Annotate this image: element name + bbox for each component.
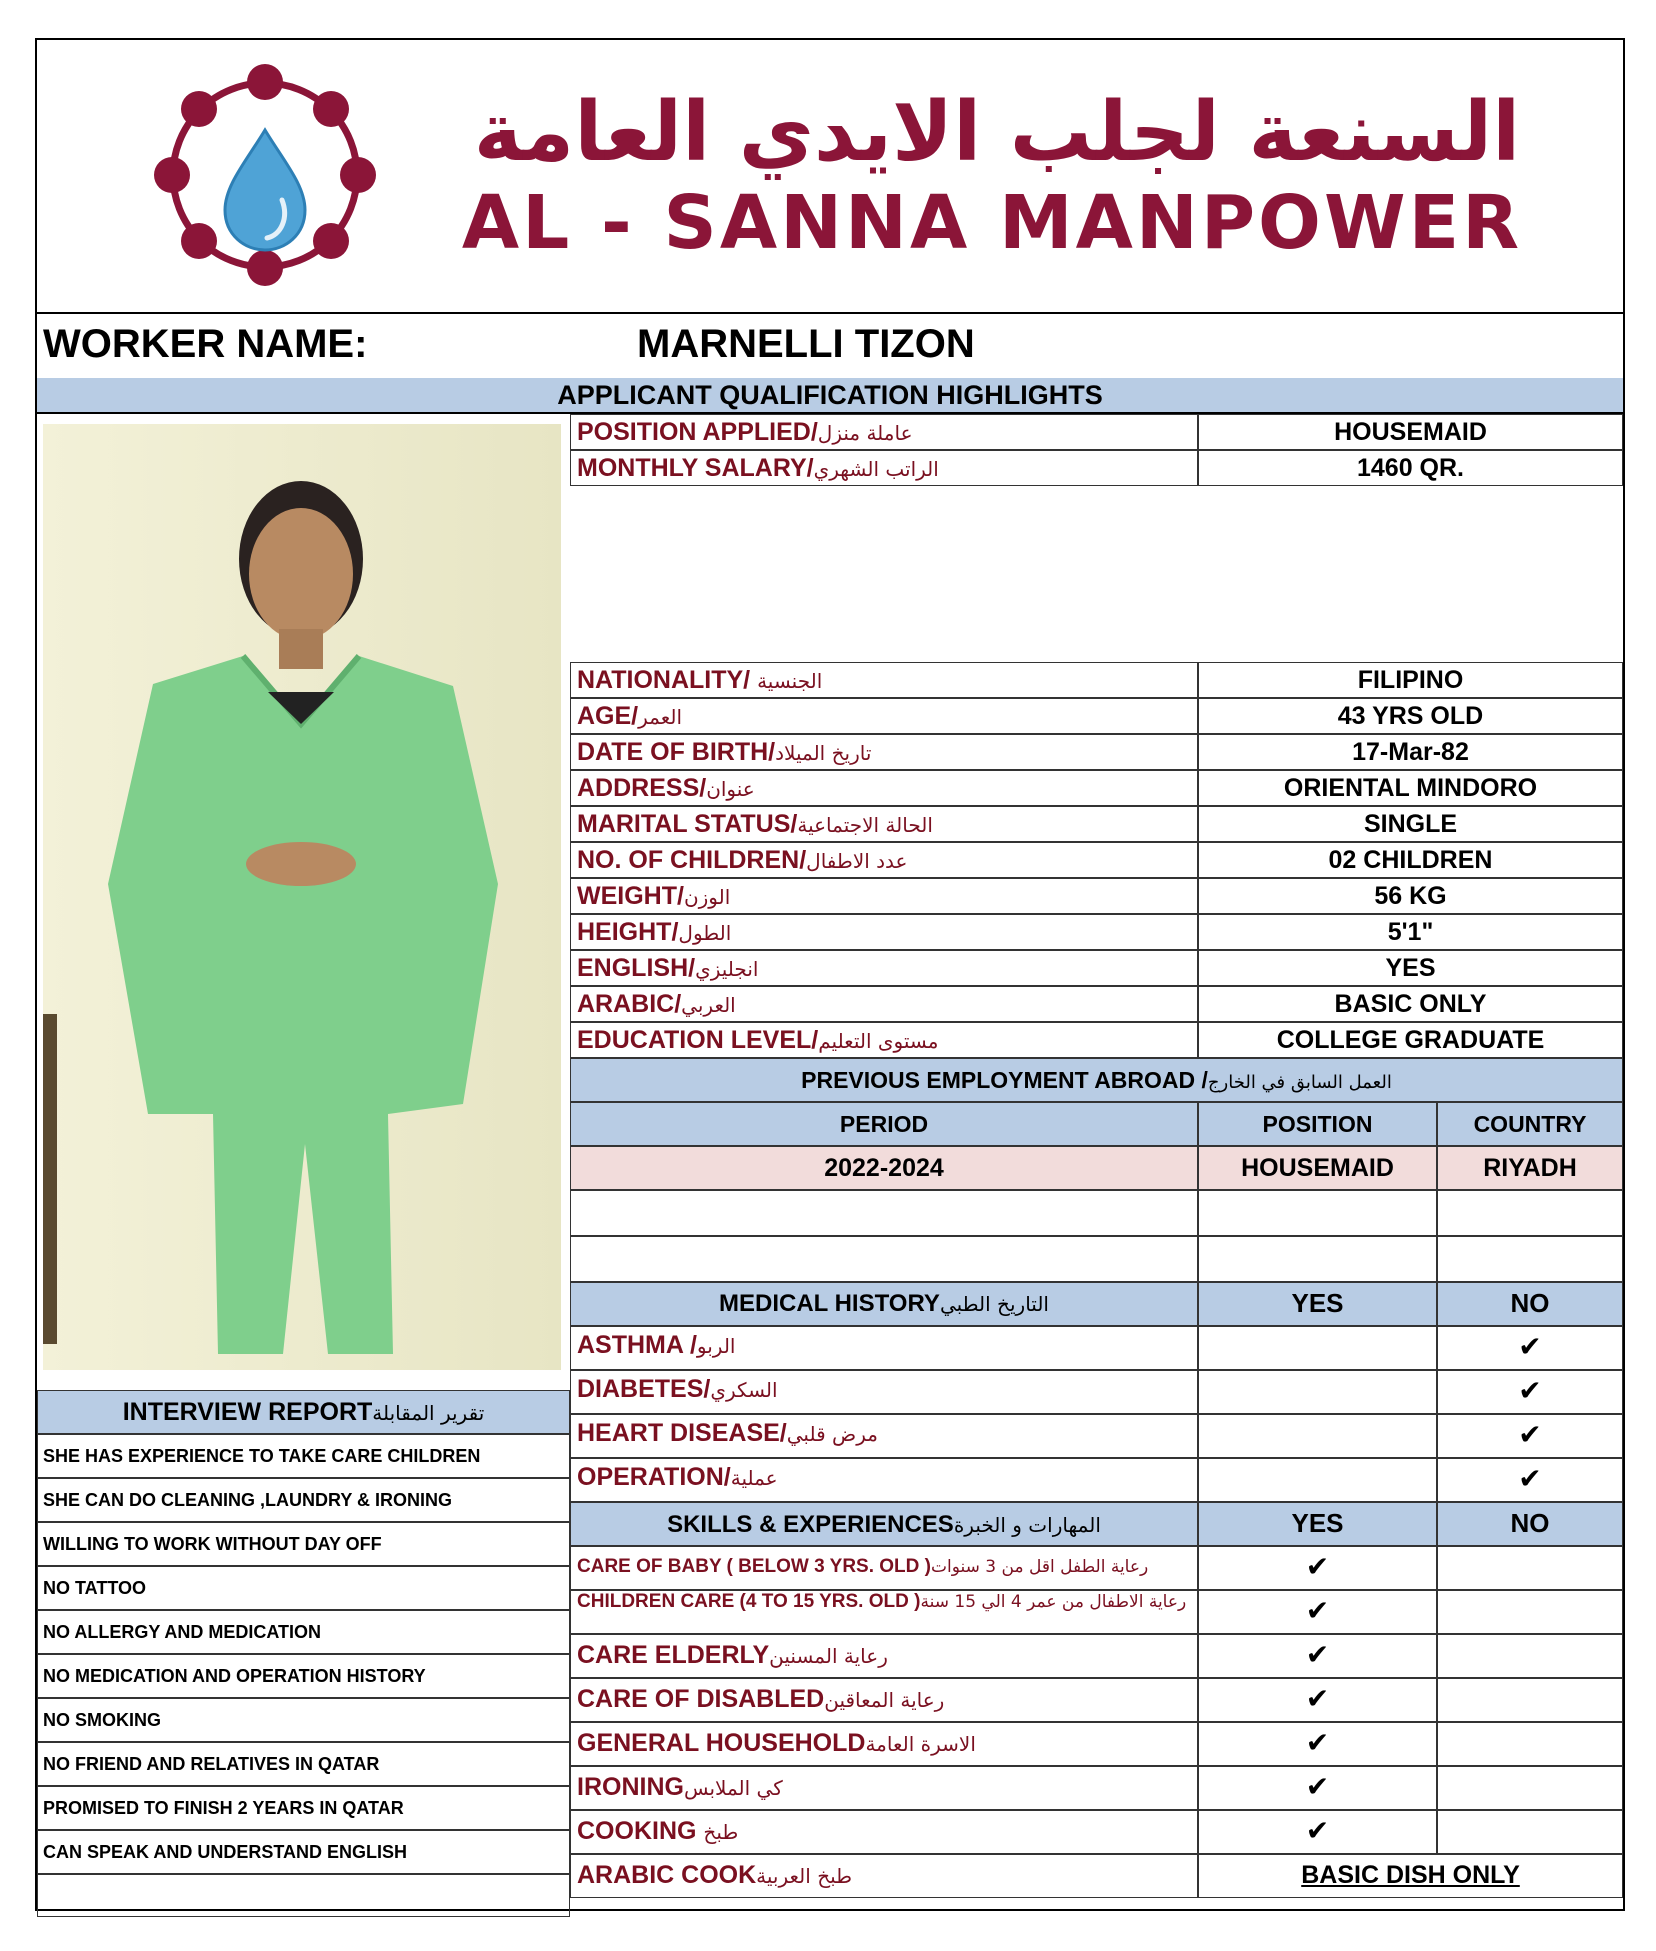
medical-yes: YES [1291,1288,1344,1318]
col-position: POSITION [1262,1111,1373,1137]
check-icon: ✔ [1305,1727,1330,1758]
skill-no-cell [1437,1546,1623,1590]
detail-label [570,770,1198,806]
field-label-ar: عاملة منزل [817,421,913,445]
field-label: NATIONALITY/ [577,666,758,694]
field-value: 17-Mar-82 [1352,738,1469,766]
check-icon: ✔ [1305,1551,1330,1582]
skill-yes-check [1198,1810,1437,1854]
field-label: ENGLISH/ [577,954,696,982]
field-label: COOKING [577,1817,704,1845]
skill-no-cell [1437,1678,1623,1722]
field-label: POSITION APPLIED/ [577,418,818,446]
field-value: YES [1385,954,1436,982]
field-label: OPERATION/ [577,1463,731,1491]
field-label-ar: طبخ [703,1820,739,1844]
employment-empty-cell [570,1190,1198,1236]
check-icon: ✔ [1518,1419,1542,1450]
field-label-ar: الراتب الشهري [813,457,939,481]
skill-row-label [570,1634,1198,1678]
top-row-label [570,414,1198,450]
field-value: 56 KG [1374,882,1447,910]
applicant-photo-icon [43,424,561,1370]
field-value: ORIENTAL MINDORO [1283,774,1538,802]
field-label: CARE OF BABY ( BELOW 3 YRS. OLD ) [577,1556,931,1577]
col-country: COUNTRY [1473,1111,1587,1137]
field-label-ar: طبخ العربية [756,1864,853,1888]
skill-yes-check [1198,1546,1437,1590]
interview-item [37,1654,570,1698]
skills-no-header [1437,1502,1623,1546]
detail-value [1198,734,1623,770]
detail-value [1198,986,1623,1022]
field-label: IRONING [577,1773,684,1801]
interview-item-text: NO MEDICATION AND OPERATION HISTORY [43,1666,426,1686]
interview-item-text: NO TATTOO [43,1578,146,1598]
arabic-cook-label [570,1854,1198,1898]
interview-report-title: INTERVIEW REPORT [122,1398,373,1426]
field-label: MONTHLY SALARY/ [577,454,814,482]
worker-profile-sheet [35,38,1625,1911]
skills-yes-header [1198,1502,1437,1546]
field-value: 5'1" [1387,918,1434,946]
skill-no-cell [1437,1766,1623,1810]
detail-label [570,1022,1198,1058]
detail-value [1198,842,1623,878]
skill-row-label [570,1546,1198,1590]
company-english-name: AL - SANNA MANPOWER [461,180,1523,266]
employment-empty-cell [1437,1236,1623,1282]
medical-no: NO [1510,1288,1550,1318]
field-label: DATE OF BIRTH/ [577,738,776,766]
employment-col-position [1198,1102,1437,1146]
interview-report-title-ar: تقرير المقابلة [372,1401,485,1425]
field-label: ADDRESS/ [577,774,707,802]
skills-header [570,1502,1198,1546]
field-label: CARE OF DISABLED [577,1685,825,1713]
detail-value [1198,806,1623,842]
skill-yes-check [1198,1678,1437,1722]
field-label-ar: الربو [696,1334,736,1358]
medical-row-label [570,1326,1198,1370]
field-label-ar: مرض قلبي [786,1422,878,1446]
interview-item [37,1698,570,1742]
detail-label [570,662,1198,698]
period-value: 2022-2024 [824,1154,944,1182]
field-label-ar: العمر [638,705,683,729]
detail-value [1198,662,1623,698]
worker-name-row [37,312,1623,380]
detail-label [570,950,1198,986]
detail-value [1198,914,1623,950]
field-label-ar: الجنسية [757,669,823,693]
employment-empty-cell [570,1236,1198,1282]
skill-row-label [570,1678,1198,1722]
interview-item-text: PROMISED TO FINISH 2 YEARS IN QATAR [43,1798,404,1818]
field-label-ar: انجليزي [695,957,759,981]
skill-no-cell [1437,1810,1623,1854]
detail-label [570,986,1198,1022]
interview-item-text: SHE HAS EXPERIENCE TO TAKE CARE CHILDREN [43,1446,481,1466]
medical-title-ar: التاريخ الطبي [939,1292,1049,1316]
field-label-ar: عملية [730,1466,778,1490]
medical-no-header [1437,1282,1623,1326]
medical-no-check [1437,1458,1623,1502]
interview-report-header [37,1390,570,1434]
field-label-ar: السكري [710,1378,778,1402]
company-arabic-name: السنعة لجلب الايدي العامة [473,85,1521,180]
medical-title: MEDICAL HISTORY [719,1290,940,1317]
field-label-ar: رعاية المعاقين [824,1688,945,1712]
interview-empty-cell [37,1874,570,1917]
check-icon: ✔ [1518,1375,1542,1406]
field-label: ARABIC COOK [577,1861,757,1889]
check-icon: ✔ [1305,1815,1330,1846]
arabic-cook-value [1198,1854,1623,1898]
detail-value [1198,698,1623,734]
detail-value [1198,1022,1623,1058]
check-icon: ✔ [1305,1771,1330,1802]
check-icon: ✔ [1518,1331,1542,1362]
position-value: HOUSEMAID [1241,1154,1394,1182]
medical-no-check [1437,1326,1623,1370]
skill-row-label [570,1766,1198,1810]
field-label: AGE/ [577,702,639,730]
skill-yes-check [1198,1722,1437,1766]
interview-item-text: NO SMOKING [43,1710,162,1730]
check-icon: ✔ [1305,1683,1330,1714]
applicant-photo [43,424,561,1370]
skill-no-cell [1437,1634,1623,1678]
company-header [37,40,1623,314]
field-label: WEIGHT/ [577,882,684,910]
interview-item-text: NO FRIEND AND RELATIVES IN QATAR [43,1754,380,1774]
field-label-ar: الحالة الاجتماعية [797,813,933,837]
arabic-cook-level: BASIC DISH ONLY [1301,1861,1520,1889]
employment-period [570,1146,1198,1190]
field-label: HEART DISEASE/ [577,1419,787,1447]
interview-item [37,1522,570,1566]
field-label: MARITAL STATUS/ [577,810,798,838]
medical-yes-header [1198,1282,1437,1326]
medical-no-check [1437,1370,1623,1414]
field-value: SINGLE [1363,810,1458,838]
employment-empty-cell [1198,1190,1437,1236]
employment-col-period [570,1102,1198,1146]
medical-no-check [1437,1414,1623,1458]
skills-no: NO [1510,1508,1550,1538]
skills-yes: YES [1291,1508,1344,1538]
field-label: ARABIC/ [577,990,682,1018]
skill-no-cell [1437,1590,1623,1634]
medical-row-label [570,1414,1198,1458]
field-value: BASIC ONLY [1334,990,1487,1018]
company-logo-icon [117,60,417,290]
detail-label [570,734,1198,770]
field-label: ASTHMA / [577,1331,697,1359]
employment-title-ar: العمل السابق في الخارج [1207,1072,1392,1093]
field-value: FILIPINO [1357,666,1464,694]
medical-yes-cell [1198,1414,1437,1458]
medical-history-header [570,1282,1198,1326]
field-label-ar: الوزن [683,885,731,909]
detail-label [570,806,1198,842]
detail-label [570,914,1198,950]
interview-item-text: WILLING TO WORK WITHOUT DAY OFF [43,1534,382,1554]
interview-item [37,1742,570,1786]
field-label-ar: الاسرة العامة [865,1732,976,1756]
skill-yes-check [1198,1766,1437,1810]
field-label: HEIGHT/ [577,918,679,946]
check-icon: ✔ [1305,1595,1330,1626]
interview-item [37,1830,570,1874]
interview-item [37,1786,570,1830]
detail-label [570,842,1198,878]
skill-no-cell [1437,1722,1623,1766]
medical-row-label [570,1458,1198,1502]
field-value: COLLEGE GRADUATE [1276,1026,1545,1054]
interview-item [37,1566,570,1610]
employment-col-country [1437,1102,1623,1146]
medical-row-label [570,1370,1198,1414]
field-label: NO. OF CHILDREN/ [577,846,807,874]
skill-yes-check [1198,1634,1437,1678]
check-icon: ✔ [1518,1463,1542,1494]
medical-yes-cell [1198,1326,1437,1370]
field-value: 43 YRS OLD [1337,702,1484,730]
field-label-ar: كي الملابس [683,1776,783,1800]
skill-row-label [570,1722,1198,1766]
employment-country [1437,1146,1623,1190]
interview-item-text: NO ALLERGY AND MEDICATION [43,1622,321,1642]
employment-empty-cell [1198,1236,1437,1282]
skills-title: SKILLS & EXPERIENCES [667,1511,954,1538]
top-row-value [1198,450,1623,486]
qualification-highlights-title: APPLICANT QUALIFICATION HIGHLIGHTS [557,379,1103,410]
interview-item-text: SHE CAN DO CLEANING ,LAUNDRY & IRONING [43,1490,453,1510]
field-label: CARE ELDERLY [577,1641,770,1669]
skill-row-label [570,1810,1198,1854]
check-icon: ✔ [1305,1639,1330,1670]
field-label: EDUCATION LEVEL/ [577,1026,819,1054]
field-label-ar: عدد الاطفال [806,849,908,873]
field-label-ar: رعاية الطفل اقل من 3 سنوات [931,1557,1149,1577]
skills-title-ar: المهارات و الخبرة [953,1513,1101,1537]
worker-name-label: WORKER NAME: [43,322,368,366]
employment-empty-cell [1437,1190,1623,1236]
field-label: CHILDREN CARE (4 TO 15 YRS. OLD ) [577,1591,921,1612]
field-label-ar: تاريخ الميلاد [775,741,872,765]
interview-item [37,1434,570,1478]
field-value: HOUSEMAID [1334,418,1487,446]
field-label-ar: رعاية المسنين [769,1644,888,1668]
detail-value [1198,770,1623,806]
field-label-ar: رعاية الاطفال من عمر 4 الي 15 سنة [920,1592,1187,1612]
interview-item [37,1478,570,1522]
detail-label [570,878,1198,914]
interview-item-text: CAN SPEAK AND UNDERSTAND ENGLISH [43,1842,408,1862]
employment-title: PREVIOUS EMPLOYMENT ABROAD / [801,1067,1208,1093]
detail-value [1198,950,1623,986]
worker-name-value: MARNELLI TIZON [637,322,975,366]
field-label-ar: العربي [681,993,736,1017]
top-row-value [1198,414,1623,450]
qualification-highlights-band [37,378,1623,414]
skill-row-label [570,1590,1198,1634]
employment-position [1198,1146,1437,1190]
skill-yes-check [1198,1590,1437,1634]
field-label-ar: مستوى التعليم [818,1029,939,1053]
field-value: 1460 QR. [1356,454,1464,482]
detail-value [1198,878,1623,914]
col-period: PERIOD [839,1111,929,1137]
medical-yes-cell [1198,1458,1437,1502]
interview-item [37,1610,570,1654]
employment-header [570,1058,1623,1102]
field-label: GENERAL HOUSEHOLD [577,1729,866,1757]
detail-label [570,698,1198,734]
field-value: 02 CHILDREN [1328,846,1493,874]
field-label-ar: عنوان [706,777,755,801]
top-row-label [570,450,1198,486]
country-value: RIYADH [1483,1154,1577,1182]
field-label: DIABETES/ [577,1375,711,1403]
field-label-ar: الطول [678,921,732,945]
medical-yes-cell [1198,1370,1437,1414]
